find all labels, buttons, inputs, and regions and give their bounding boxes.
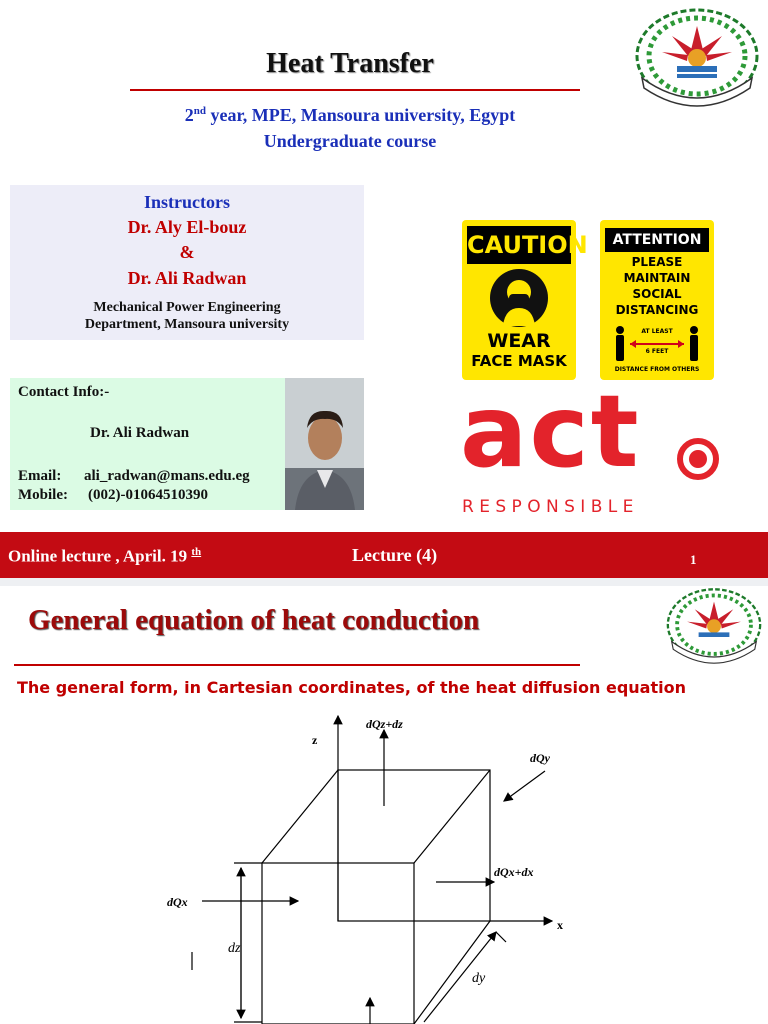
page-number: 1 (690, 552, 697, 567)
mobile-number: (002)-01064510390 (88, 487, 208, 503)
contact-info-box (10, 378, 285, 510)
act-tagline: R E S P O N S I B L E (462, 497, 634, 517)
dqy-label: dQy (530, 751, 550, 765)
dqz-dz-label: dQz+dz (366, 717, 403, 731)
dqx-label: dQx (167, 895, 188, 909)
attention-small-3: DISTANCE FROM OTHERS (614, 366, 700, 373)
caution-line-2: FACE MASK (471, 352, 567, 370)
act-circle-icon (676, 437, 720, 481)
slide-2-subtitle: The general form, in Cartesian coordinates, of the heat diffusion equation (17, 678, 686, 697)
footer-date: Online lecture , April. 19 $^{th}$ (8, 546, 202, 566)
attention-line-1: PLEASE (631, 255, 683, 269)
dqy-arrow (504, 771, 545, 801)
contact-heading: Contact Info:- (18, 384, 110, 400)
attention-small-2: 6 FEET (645, 348, 669, 355)
act-responsible-logo (460, 373, 730, 525)
attention-line-4: DISTANCING (615, 303, 699, 317)
caution-title: CAUTION (467, 226, 571, 264)
slide-footer (0, 532, 768, 578)
email-label: Email: (18, 468, 62, 484)
attention-line-2: MAINTAIN (623, 271, 691, 285)
attention-line-3: SOCIAL (632, 287, 682, 301)
slide-2 (0, 586, 768, 1024)
slide-separator (0, 578, 768, 586)
caution-line-1: WEAR (487, 330, 551, 352)
ampersand: & (179, 242, 195, 262)
instructors-box (10, 185, 364, 340)
act-word: act (460, 373, 641, 490)
caution-face-mask-sign (462, 220, 588, 380)
slide-2-title: General equation of heat conduction (28, 604, 480, 636)
instructor-photo (285, 378, 364, 510)
z-label: z (312, 733, 318, 747)
dz-label: dz (228, 941, 241, 956)
instructors-heading: Instructors (144, 192, 230, 212)
instructor-name-2: Dr. Ali Radwan (127, 268, 247, 288)
department-line-2: Department, Mansoura university (84, 317, 290, 332)
department-line-1: Mechanical Power Engineering (93, 300, 281, 315)
attention-social-distancing-sign (600, 220, 714, 380)
mobile-label: Mobile: (18, 487, 68, 503)
attention-title: ATTENTION (605, 228, 709, 252)
slide-2-title-underline (14, 664, 580, 666)
slide-title: Heat Transfer (266, 48, 434, 79)
contact-name: Dr. Ali Radwan (90, 425, 190, 441)
attention-message (600, 254, 714, 318)
attention-small-1: AT LEAST (641, 328, 673, 335)
x-label: x (557, 918, 563, 932)
instructor-name-1: Dr. Aly El-bouz (127, 217, 247, 237)
subtitle-line-1: 2nd year, MPE, Mansoura university, Egypt (184, 105, 516, 125)
face-mask-icon (489, 268, 549, 328)
dy-label: dy (472, 971, 486, 986)
footer-lecture: Lecture (4) (352, 545, 438, 565)
dqx-dx-label: dQx+dx (494, 865, 534, 879)
subtitle-line-2: Undergraduate course (263, 131, 437, 151)
control-volume-diagram (0, 696, 768, 1024)
mansoura-university-logo (632, 6, 762, 112)
mansoura-university-logo-small (664, 586, 764, 668)
email-address: ali_radwan@mans.edu.eg (84, 468, 250, 484)
title-underline (130, 89, 580, 91)
